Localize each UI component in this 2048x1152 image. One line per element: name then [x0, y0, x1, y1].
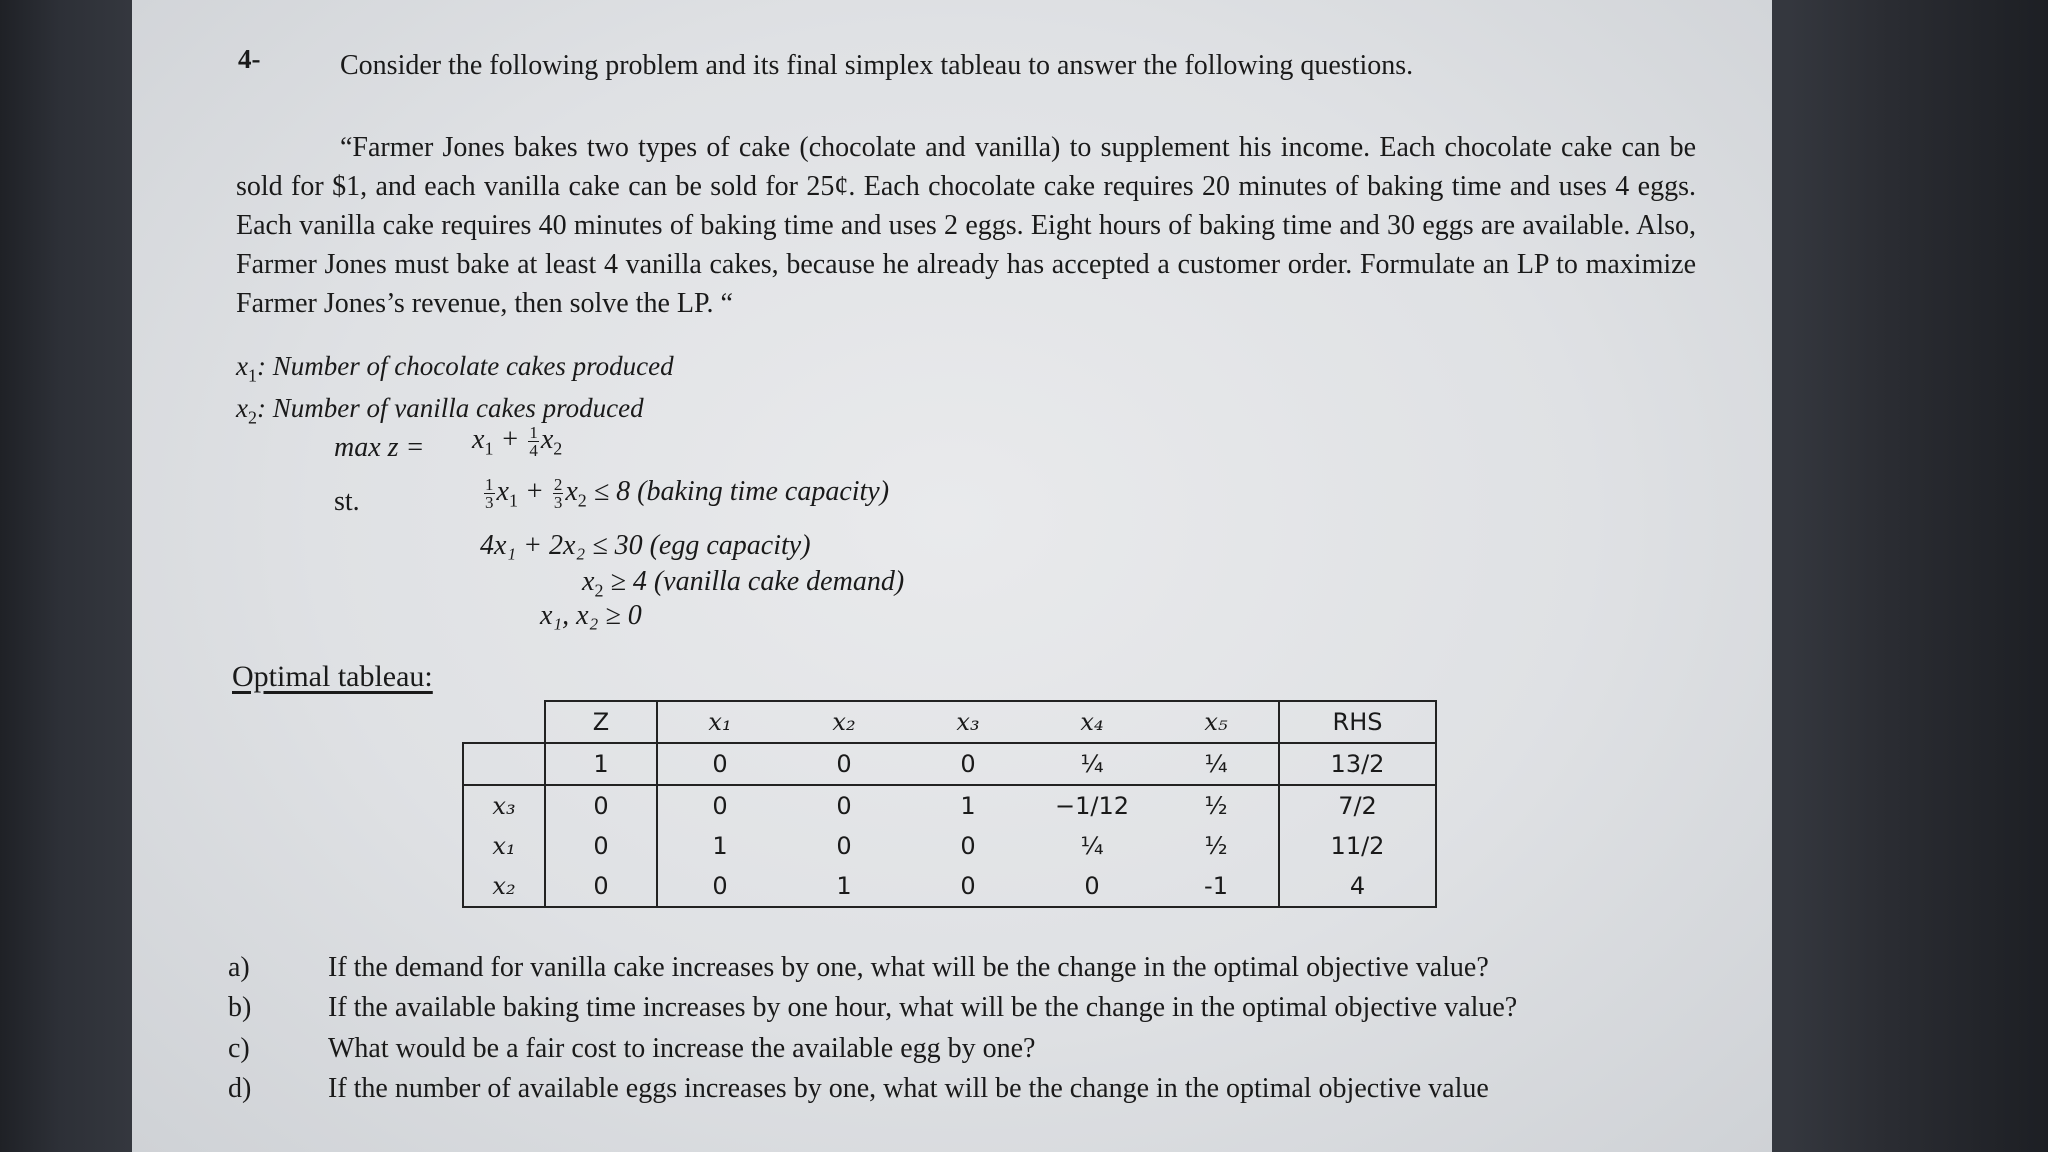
objective-label: max z =: [334, 432, 425, 463]
table-cell: ¼: [1080, 832, 1104, 860]
st-label: st.: [334, 486, 360, 517]
def-x1-text: Number of chocolate cakes produced: [272, 351, 674, 381]
table-cell: 1: [657, 826, 782, 866]
table-cell: 0: [657, 866, 782, 907]
c3-rhs: 4: [632, 566, 647, 597]
fraction-two-thirds: $\frac{2}{3}$: [553, 475, 563, 513]
table-cell: -1: [1154, 866, 1279, 907]
header-x4: x₄: [1030, 701, 1154, 743]
z-row-cell: 1: [545, 743, 657, 785]
def-x1: $x_1$: Number of chocolate cakes produced: [236, 351, 674, 386]
table-cell: 0: [960, 832, 976, 860]
c1-rhs: 8: [616, 476, 631, 507]
intro-text: Consider the following problem and its final simplex tableau to answer the following questions.: [340, 50, 1414, 81]
nonnegativity: x₁, x₂ ≥ 0: [540, 600, 642, 631]
constraint-baking: $\frac{1}{3}$ $x_1$ + $\frac{2}{3}$ $x_2 \le 8$ (baking time capacity): [485, 475, 890, 513]
z-row-cell: ¼: [1030, 743, 1154, 785]
table-cell: 0: [1030, 866, 1154, 907]
table-cell: ½: [1204, 792, 1228, 820]
simplex-tableau: [462, 700, 1437, 908]
table-row: [463, 866, 1436, 907]
paper-sheet: [132, 0, 1772, 1152]
c3-label: (vanilla cake demand): [653, 566, 905, 597]
objective-expression: $x_1$ + $\frac{1}{4}$ $x_2$: [472, 423, 563, 461]
rhs-cell: 11/2: [1279, 826, 1436, 866]
table-cell: −1/12: [1054, 792, 1129, 820]
basis-cell: x₂: [463, 866, 545, 907]
table-cell: 0: [836, 792, 852, 820]
tableau-title: Optimal tableau:: [232, 660, 433, 693]
question-number: 4-: [238, 44, 261, 74]
tableau-header-row: [463, 701, 1436, 743]
problem-statement: “Farmer Jones bakes two types of cake (chocolate and vanilla) to supplement his income. Each chocolate cake can be sold for $1, and each vanilla cake can be sold for 25¢. Each chocolate cake requires 20 minutes of baking time and uses 4 eggs. Each vanilla cake requires 40 minutes of baking time and uses 2 eggs. Eight hours of baking time and 30 eggs are available. Also, Farmer Jones must bake at least 4 vanilla cakes, because he already has accepted a customer order. Formulate an LP to maximize Farmer Jones’s revenue, then solve the LP. “: [236, 132, 1696, 319]
basis-cell: x₃: [463, 785, 545, 826]
table-cell: 0: [906, 866, 1030, 907]
question-letter: b): [228, 992, 252, 1023]
tableau-z-row: [463, 743, 1436, 785]
table-cell: 1: [960, 792, 976, 820]
header-x2: x₂: [782, 701, 906, 743]
c1-label: (baking time capacity): [637, 476, 890, 507]
z-row-cell: 0: [906, 743, 1030, 785]
question-text: If the demand for vanilla cake increases by one, what will be the change in the optimal objective value?: [328, 952, 1489, 983]
z-row-cell: 0: [657, 743, 782, 785]
def-x2: $x_2$: Number of vanilla cakes produced: [236, 393, 644, 428]
question-text: If the available baking time increases by one hour, what will be the change in the optimal objective value?: [328, 992, 1518, 1023]
c2-label: (egg capacity): [649, 530, 811, 561]
table-row: [463, 826, 1436, 866]
table-row: [463, 785, 1436, 826]
constraint-egg: [480, 530, 811, 562]
fraction-one-third: $\frac{1}{3}$: [485, 475, 494, 513]
c2-text: 4x₁ + 2x₂ ≤ 30: [480, 530, 643, 561]
header-z: Z: [545, 701, 657, 743]
question-letter: d): [228, 1073, 252, 1104]
question-letter: a): [228, 952, 250, 983]
question-text: What would be a fair cost to increase the available egg by one?: [328, 1033, 1036, 1064]
variable-definitions: [236, 350, 674, 435]
table-cell: 1: [782, 866, 906, 907]
header-rhs: RHS: [1279, 701, 1436, 743]
table-cell: 0: [545, 785, 657, 826]
table-cell: 0: [836, 832, 852, 860]
header-x1: x₁: [657, 701, 782, 743]
constraint-demand: $x_2 \ge 4$ (vanilla cake demand): [582, 566, 905, 601]
header-x3: x₃: [906, 701, 1030, 743]
z-row-rhs: 13/2: [1279, 743, 1436, 785]
z-row-basis: [463, 743, 545, 785]
question-text: If the number of available eggs increases by one, what will be the change in the optimal objective value: [328, 1073, 1489, 1104]
z-row-cell: ¼: [1154, 743, 1279, 785]
header-x5: x₅: [1154, 701, 1279, 743]
question-letter: c): [228, 1033, 250, 1064]
basis-cell: x₁: [463, 826, 545, 866]
rhs-cell: 7/2: [1279, 785, 1436, 826]
fraction-one-quarter: $\frac{1}{4}$: [529, 423, 538, 461]
table-cell: 0: [545, 866, 657, 907]
rhs-cell: 4: [1279, 866, 1436, 907]
table-cell: 0: [545, 826, 657, 866]
z-row-cell: 0: [782, 743, 906, 785]
header-corner: [463, 701, 545, 743]
table-cell: ½: [1204, 832, 1228, 860]
def-x2-text: Number of vanilla cakes produced: [272, 393, 644, 424]
table-cell: 0: [657, 785, 782, 826]
